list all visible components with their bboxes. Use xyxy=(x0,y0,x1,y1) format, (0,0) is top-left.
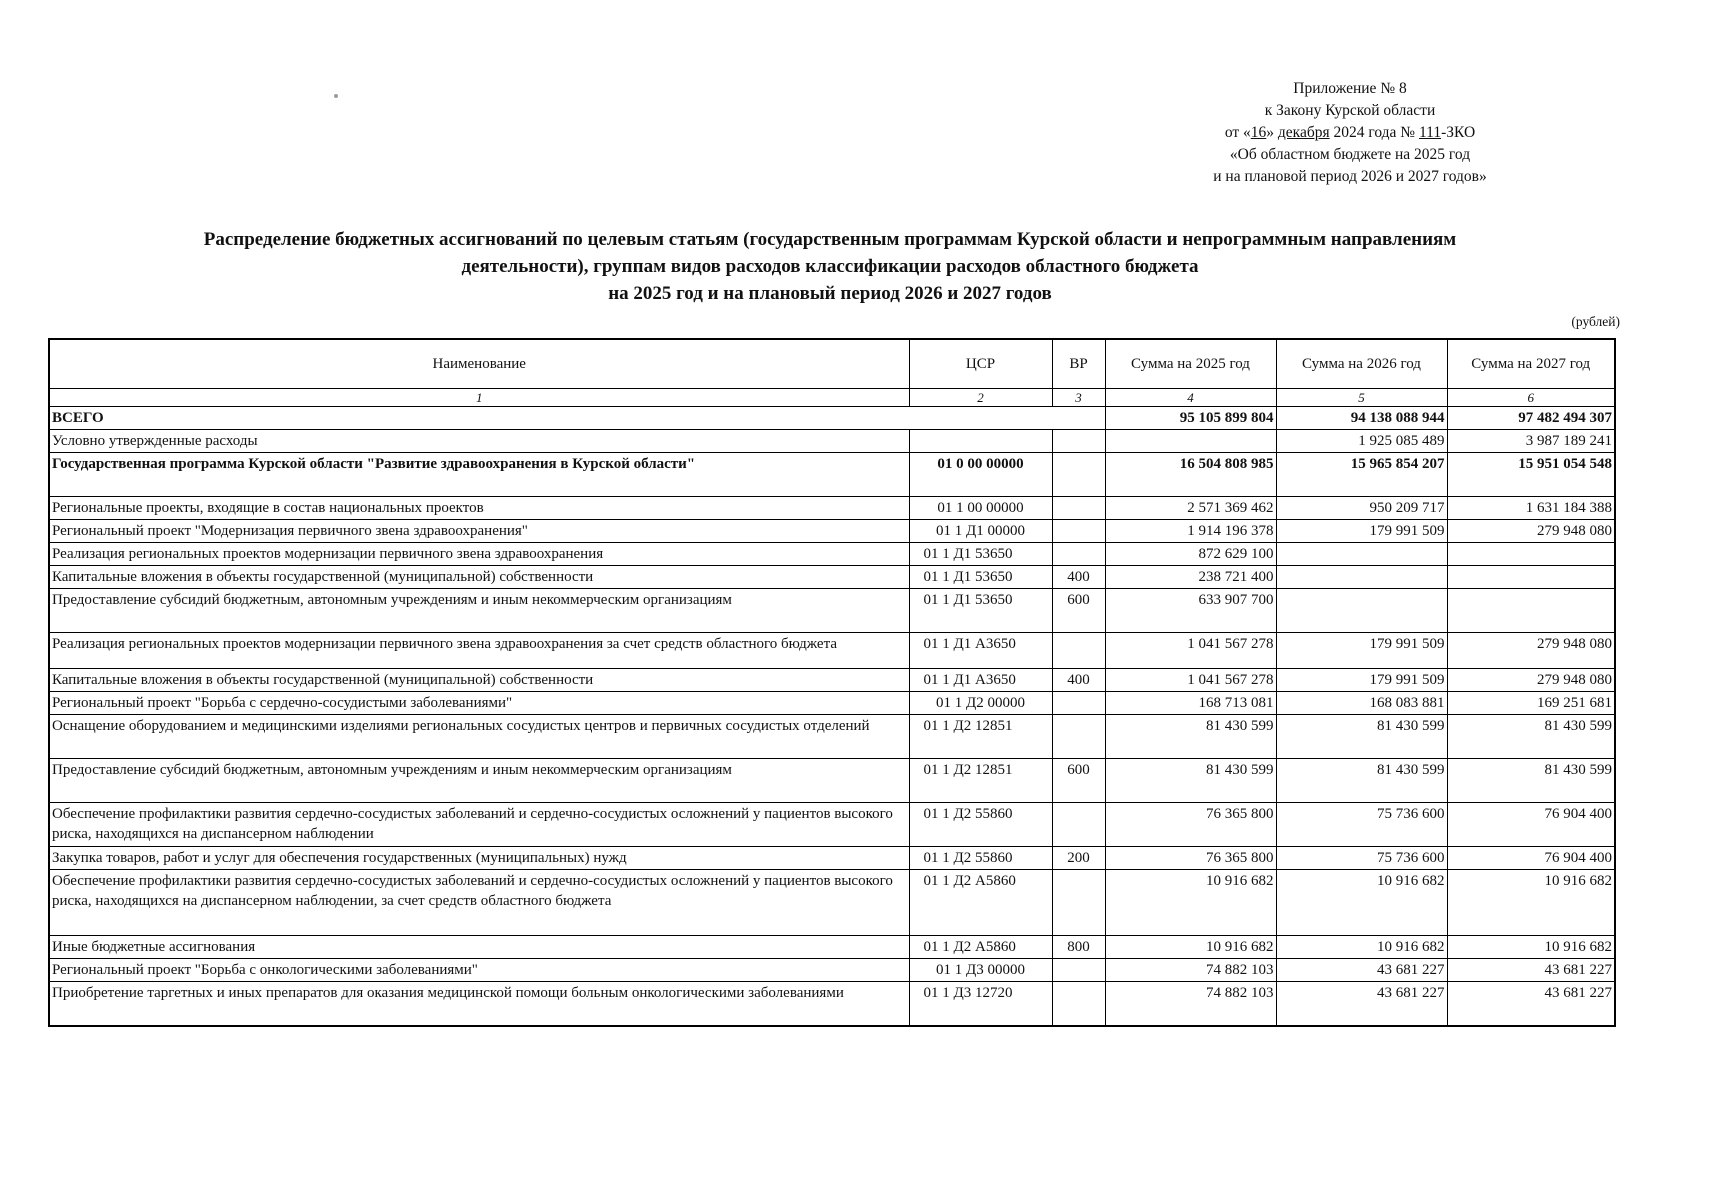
scan-speck xyxy=(334,94,338,98)
row-name: Приобретение таргетных и иных препаратов для оказания медицинской помощи больным онкологическими заболеваниями xyxy=(49,982,909,1026)
row-sum-2025: 633 907 700 xyxy=(1105,589,1276,633)
row-vr xyxy=(1052,497,1105,520)
header-name: Наименование xyxy=(49,339,909,389)
table-row xyxy=(49,692,1615,715)
row-vr xyxy=(1052,870,1105,936)
row-sum-2026: 10 916 682 xyxy=(1276,870,1447,936)
row-sum-2027: 1 631 184 388 xyxy=(1447,497,1615,520)
row-vr xyxy=(1052,959,1105,982)
row-vr: 600 xyxy=(1052,589,1105,633)
table-row xyxy=(49,520,1615,543)
row-name: Обеспечение профилактики развития сердечно-сосудистых заболеваний и сердечно-сосудистых осложнений у пациентов высокого риска, находящихся на диспансерном наблюдении, за счет средств областного бюджета xyxy=(49,870,909,936)
table-row xyxy=(49,759,1615,803)
column-number: 5 xyxy=(1276,389,1447,407)
header-2025: Сумма на 2025 год xyxy=(1105,339,1276,389)
row-sum-2025: 1 041 567 278 xyxy=(1105,669,1276,692)
total-row xyxy=(49,407,1615,430)
row-sum-2026: 43 681 227 xyxy=(1276,982,1447,1026)
row-sum-2027 xyxy=(1447,566,1615,589)
table-row xyxy=(49,430,1615,453)
row-csr xyxy=(909,430,1052,453)
table-row xyxy=(49,566,1615,589)
table-row xyxy=(49,715,1615,759)
title-line-1: Распределение бюджетных ассигнований по целевым статьям (государственным программам Курской области и непрограммным направлениям xyxy=(203,229,1457,250)
table-row xyxy=(49,870,1615,936)
row-name: Капитальные вложения в объекты государственной (муниципальной) собственности xyxy=(49,669,909,692)
row-name: Региональный проект "Модернизация первичного звена здравоохранения" xyxy=(49,520,909,543)
row-sum-2027: 76 904 400 xyxy=(1447,803,1615,847)
row-name: Реализация региональных проектов модернизации первичного звена здравоохранения xyxy=(49,543,909,566)
row-sum-2026 xyxy=(1276,543,1447,566)
row-vr: 200 xyxy=(1052,847,1105,870)
row-csr: 01 1 Д1 53650 xyxy=(909,543,1052,566)
row-vr xyxy=(1052,543,1105,566)
header-csr: ЦСР xyxy=(909,339,1052,389)
law-number: 111 xyxy=(1418,124,1442,141)
row-vr xyxy=(1052,715,1105,759)
unit-label: (рублей) xyxy=(1571,314,1620,329)
row-sum-2027: 15 951 054 548 xyxy=(1447,453,1615,497)
law-suffix: -ЗКО xyxy=(1441,124,1476,141)
row-sum-2027: 43 681 227 xyxy=(1447,959,1615,982)
row-sum-2026: 179 991 509 xyxy=(1276,669,1447,692)
row-vr: 400 xyxy=(1052,566,1105,589)
row-name: Обеспечение профилактики развития сердечно-сосудистых заболеваний и сердечно-сосудистых осложнений у пациентов высокого риска, находящихся на диспансерном наблюдении xyxy=(49,803,909,847)
header-2027: Сумма на 2027 год xyxy=(1447,339,1615,389)
row-sum-2025: 238 721 400 xyxy=(1105,566,1276,589)
column-number: 6 xyxy=(1447,389,1615,407)
row-csr: 01 0 00 00000 xyxy=(909,453,1052,497)
header-row xyxy=(49,339,1615,389)
row-sum-2025: 10 916 682 xyxy=(1105,936,1276,959)
row-sum-2025: 1 041 567 278 xyxy=(1105,633,1276,669)
row-sum-2025: 74 882 103 xyxy=(1105,982,1276,1026)
row-sum-2027: 81 430 599 xyxy=(1447,759,1615,803)
row-vr xyxy=(1052,453,1105,497)
total-label: ВСЕГО xyxy=(49,407,1105,430)
date-prefix: от « xyxy=(1224,124,1251,141)
row-sum-2025: 76 365 800 xyxy=(1105,803,1276,847)
row-sum-2026: 75 736 600 xyxy=(1276,803,1447,847)
table-row xyxy=(49,453,1615,497)
row-sum-2027: 279 948 080 xyxy=(1447,633,1615,669)
row-sum-2026: 10 916 682 xyxy=(1276,936,1447,959)
row-name: Закупка товаров, работ и услуг для обеспечения государственных (муниципальных) нужд xyxy=(49,847,909,870)
row-vr xyxy=(1052,803,1105,847)
row-name: Иные бюджетные ассигнования xyxy=(49,936,909,959)
row-csr: 01 1 Д1 53650 xyxy=(909,589,1052,633)
title-line-3: на 2025 год и на плановый период 2026 и 2027 годов xyxy=(608,283,1052,304)
row-vr: 800 xyxy=(1052,936,1105,959)
row-vr xyxy=(1052,692,1105,715)
row-csr: 01 1 Д2 00000 xyxy=(909,692,1052,715)
table-row xyxy=(49,497,1615,520)
row-sum-2027: 81 430 599 xyxy=(1447,715,1615,759)
row-sum-2026 xyxy=(1276,566,1447,589)
table-row xyxy=(49,543,1615,566)
row-sum-2025: 872 629 100 xyxy=(1105,543,1276,566)
row-sum-2026: 179 991 509 xyxy=(1276,633,1447,669)
table-row xyxy=(49,936,1615,959)
table-row xyxy=(49,982,1615,1026)
header-2026: Сумма на 2026 год xyxy=(1276,339,1447,389)
row-csr: 01 1 Д1 А3650 xyxy=(909,669,1052,692)
date-month: декабря xyxy=(1277,124,1330,141)
row-csr: 01 1 Д2 55860 xyxy=(909,847,1052,870)
row-sum-2025: 74 882 103 xyxy=(1105,959,1276,982)
appendix-law-title-cont: и на плановой период 2026 и 2027 годов» xyxy=(1213,168,1487,185)
row-sum-2026: 75 736 600 xyxy=(1276,847,1447,870)
row-csr: 01 1 Д2 12851 xyxy=(909,715,1052,759)
row-sum-2026: 168 083 881 xyxy=(1276,692,1447,715)
row-sum-2025: 16 504 808 985 xyxy=(1105,453,1276,497)
row-name: Предоставление субсидий бюджетным, автономным учреждениям и иным некоммерческим организациям xyxy=(49,589,909,633)
row-sum-2025: 81 430 599 xyxy=(1105,759,1276,803)
table-row xyxy=(49,959,1615,982)
row-name: Условно утвержденные расходы xyxy=(49,430,909,453)
row-name: Региональный проект "Борьба с сердечно-сосудистыми заболеваниями" xyxy=(49,692,909,715)
row-sum-2026: 43 681 227 xyxy=(1276,959,1447,982)
row-sum-2027: 3 987 189 241 xyxy=(1447,430,1615,453)
row-sum-2025 xyxy=(1105,430,1276,453)
row-sum-2026: 179 991 509 xyxy=(1276,520,1447,543)
row-sum-2027 xyxy=(1447,589,1615,633)
row-sum-2026: 950 209 717 xyxy=(1276,497,1447,520)
column-number: 3 xyxy=(1052,389,1105,407)
row-vr xyxy=(1052,982,1105,1026)
table-body xyxy=(49,407,1615,1026)
row-name: Оснащение оборудованием и медицинскими изделиями региональных сосудистых центров и первичных сосудистых отделений xyxy=(49,715,909,759)
document-title xyxy=(60,226,1600,307)
row-csr: 01 1 Д3 00000 xyxy=(909,959,1052,982)
budget-table xyxy=(48,338,1616,1027)
row-vr: 400 xyxy=(1052,669,1105,692)
table-row xyxy=(49,669,1615,692)
row-csr: 01 1 Д2 12851 xyxy=(909,759,1052,803)
column-number: 2 xyxy=(909,389,1052,407)
table-row xyxy=(49,633,1615,669)
row-name: Государственная программа Курской области "Развитие здравоохранения в Курской области" xyxy=(49,453,909,497)
table-row xyxy=(49,589,1615,633)
row-name: Региональный проект "Борьба с онкологическими заболеваниями" xyxy=(49,959,909,982)
row-name: Реализация региональных проектов модернизации первичного звена здравоохранения за счет средств областного бюджета xyxy=(49,633,909,669)
row-name: Капитальные вложения в объекты государственной (муниципальной) собственности xyxy=(49,566,909,589)
row-sum-2026: 1 925 085 489 xyxy=(1276,430,1447,453)
row-sum-2025: 2 571 369 462 xyxy=(1105,497,1276,520)
header-vr: ВР xyxy=(1052,339,1105,389)
appendix-block xyxy=(1160,78,1540,188)
row-vr: 600 xyxy=(1052,759,1105,803)
total-2025: 95 105 899 804 xyxy=(1105,407,1276,430)
row-sum-2027 xyxy=(1447,543,1615,566)
title-line-2: деятельности), группам видов расходов классификации расходов областного бюджета xyxy=(461,256,1199,277)
row-sum-2026: 81 430 599 xyxy=(1276,715,1447,759)
row-sum-2025: 168 713 081 xyxy=(1105,692,1276,715)
row-sum-2027: 10 916 682 xyxy=(1447,936,1615,959)
row-csr: 01 1 Д1 53650 xyxy=(909,566,1052,589)
row-vr xyxy=(1052,430,1105,453)
total-2027: 97 482 494 307 xyxy=(1447,407,1615,430)
row-csr: 01 1 Д2 А5860 xyxy=(909,870,1052,936)
date-day: 16 xyxy=(1250,124,1267,141)
column-number-row xyxy=(49,389,1615,407)
row-sum-2027: 10 916 682 xyxy=(1447,870,1615,936)
row-csr: 01 1 Д2 55860 xyxy=(909,803,1052,847)
date-sep1: » xyxy=(1266,124,1278,141)
row-csr: 01 1 Д1 00000 xyxy=(909,520,1052,543)
table-row xyxy=(49,803,1615,847)
row-sum-2027: 169 251 681 xyxy=(1447,692,1615,715)
row-vr xyxy=(1052,633,1105,669)
appendix-law: к Закону Курской области xyxy=(1264,102,1436,119)
date-sep2: 2024 года № xyxy=(1329,124,1419,141)
appendix-date-line xyxy=(1160,122,1540,144)
row-sum-2026: 15 965 854 207 xyxy=(1276,453,1447,497)
row-name: Предоставление субсидий бюджетным, автономным учреждениям и иным некоммерческим организациям xyxy=(49,759,909,803)
row-csr: 01 1 Д2 А5860 xyxy=(909,936,1052,959)
row-sum-2026 xyxy=(1276,589,1447,633)
row-name: Региональные проекты, входящие в состав национальных проектов xyxy=(49,497,909,520)
column-number: 4 xyxy=(1105,389,1276,407)
appendix-law-title: «Об областном бюджете на 2025 год xyxy=(1229,146,1471,163)
row-vr xyxy=(1052,520,1105,543)
row-sum-2027: 279 948 080 xyxy=(1447,520,1615,543)
row-csr: 01 1 Д3 12720 xyxy=(909,982,1052,1026)
row-sum-2025: 81 430 599 xyxy=(1105,715,1276,759)
row-sum-2027: 43 681 227 xyxy=(1447,982,1615,1026)
row-csr: 01 1 Д1 А3650 xyxy=(909,633,1052,669)
appendix-number: Приложение № 8 xyxy=(1293,80,1407,97)
table-row xyxy=(49,847,1615,870)
row-sum-2027: 76 904 400 xyxy=(1447,847,1615,870)
row-sum-2026: 81 430 599 xyxy=(1276,759,1447,803)
total-2026: 94 138 088 944 xyxy=(1276,407,1447,430)
row-sum-2025: 76 365 800 xyxy=(1105,847,1276,870)
row-sum-2025: 10 916 682 xyxy=(1105,870,1276,936)
row-sum-2027: 279 948 080 xyxy=(1447,669,1615,692)
column-number: 1 xyxy=(49,389,909,407)
row-sum-2025: 1 914 196 378 xyxy=(1105,520,1276,543)
row-csr: 01 1 00 00000 xyxy=(909,497,1052,520)
